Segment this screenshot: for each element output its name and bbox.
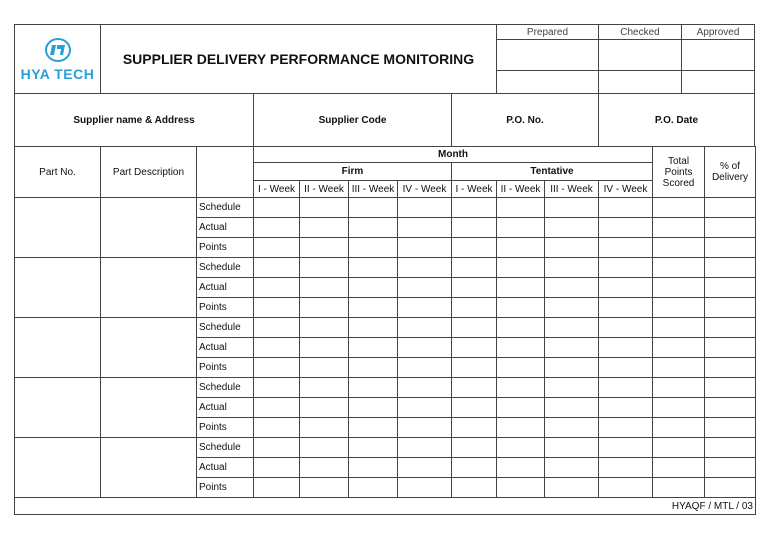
prepared-label: Prepared xyxy=(497,25,599,40)
week-cell[interactable] xyxy=(497,238,545,258)
row-type-label: Schedule xyxy=(197,378,254,398)
week-cell[interactable] xyxy=(254,318,300,338)
table-row xyxy=(15,318,756,338)
supplier-name-label: Supplier name & Address xyxy=(15,94,254,147)
week-cell[interactable] xyxy=(398,418,452,438)
week-cell[interactable] xyxy=(398,218,452,238)
total-points-cell[interactable] xyxy=(653,358,705,378)
week-cell[interactable] xyxy=(254,338,300,358)
row-type-label: Actual xyxy=(197,278,254,298)
week-cell[interactable] xyxy=(452,198,497,218)
week-cell[interactable] xyxy=(398,378,452,398)
row-type-label: Schedule xyxy=(197,318,254,338)
week-cell[interactable] xyxy=(545,378,599,398)
part-desc-cell[interactable] xyxy=(101,378,197,438)
total-points-cell[interactable] xyxy=(653,378,705,398)
approved-date xyxy=(682,71,755,94)
week-cell[interactable] xyxy=(300,318,349,338)
week-cell[interactable] xyxy=(545,458,599,478)
week-cell[interactable] xyxy=(599,318,653,338)
week-cell[interactable] xyxy=(254,378,300,398)
week-cell[interactable] xyxy=(452,218,497,238)
week-cell[interactable] xyxy=(545,418,599,438)
week-cell[interactable] xyxy=(300,218,349,238)
week-cell[interactable] xyxy=(398,398,452,418)
row-type-label: Schedule xyxy=(197,198,254,218)
week-cell[interactable] xyxy=(398,298,452,318)
percent-cell[interactable] xyxy=(705,458,756,478)
week-cell[interactable] xyxy=(599,298,653,318)
supplier-code-label: Supplier Code xyxy=(254,94,452,147)
percent-cell[interactable] xyxy=(705,238,756,258)
total-points-cell[interactable] xyxy=(653,438,705,458)
week-cell[interactable] xyxy=(545,338,599,358)
week-cell[interactable] xyxy=(254,238,300,258)
week-header: II - Week xyxy=(300,181,349,198)
total-points-cell[interactable] xyxy=(653,338,705,358)
week-cell[interactable] xyxy=(398,258,452,278)
row-type-label: Actual xyxy=(197,458,254,478)
part-no-cell[interactable] xyxy=(15,198,101,258)
week-cell[interactable] xyxy=(398,198,452,218)
week-cell[interactable] xyxy=(452,478,497,498)
part-no-cell[interactable] xyxy=(15,378,101,438)
week-cell[interactable] xyxy=(545,438,599,458)
part-desc-header: Part Description xyxy=(101,147,197,198)
week-cell[interactable] xyxy=(254,358,300,378)
week-cell[interactable] xyxy=(349,278,398,298)
week-cell[interactable] xyxy=(452,358,497,378)
part-desc-cell[interactable] xyxy=(101,198,197,258)
prepared-sign xyxy=(497,40,599,71)
week-cell[interactable] xyxy=(599,398,653,418)
week-cell[interactable] xyxy=(254,298,300,318)
week-cell[interactable] xyxy=(349,458,398,478)
company-logo xyxy=(15,25,101,94)
week-cell[interactable] xyxy=(497,338,545,358)
week-cell[interactable] xyxy=(300,198,349,218)
table-row xyxy=(15,378,756,398)
percent-cell[interactable] xyxy=(705,258,756,278)
week-cell[interactable] xyxy=(254,418,300,438)
total-points-header: Total Points Scored xyxy=(653,147,705,198)
week-cell[interactable] xyxy=(349,218,398,238)
week-cell[interactable] xyxy=(497,318,545,338)
week-cell[interactable] xyxy=(497,258,545,278)
week-cell[interactable] xyxy=(497,198,545,218)
table-row xyxy=(15,258,756,278)
row-type-label: Points xyxy=(197,298,254,318)
week-header: IV - Week xyxy=(398,181,452,198)
week-cell[interactable] xyxy=(349,378,398,398)
week-cell[interactable] xyxy=(497,418,545,438)
week-cell[interactable] xyxy=(452,278,497,298)
week-cell[interactable] xyxy=(497,438,545,458)
percent-cell[interactable] xyxy=(705,418,756,438)
week-cell[interactable] xyxy=(452,318,497,338)
week-cell[interactable] xyxy=(349,198,398,218)
week-cell[interactable] xyxy=(398,278,452,298)
week-cell[interactable] xyxy=(497,398,545,418)
week-header: III - Week xyxy=(545,181,599,198)
week-cell[interactable] xyxy=(300,238,349,258)
week-cell[interactable] xyxy=(349,398,398,418)
week-cell[interactable] xyxy=(497,358,545,378)
week-cell[interactable] xyxy=(545,398,599,418)
row-type-label: Actual xyxy=(197,398,254,418)
week-cell[interactable] xyxy=(398,338,452,358)
percent-cell[interactable] xyxy=(705,278,756,298)
week-cell[interactable] xyxy=(300,378,349,398)
week-cell[interactable] xyxy=(545,238,599,258)
row-type-label: Schedule xyxy=(197,438,254,458)
week-cell[interactable] xyxy=(349,478,398,498)
row-type-label: Points xyxy=(197,358,254,378)
supplier-info xyxy=(14,93,755,147)
week-cell[interactable] xyxy=(599,238,653,258)
form-frame xyxy=(14,24,754,515)
week-cell[interactable] xyxy=(452,238,497,258)
week-cell[interactable] xyxy=(349,318,398,338)
week-cell[interactable] xyxy=(452,418,497,438)
week-cell[interactable] xyxy=(254,278,300,298)
week-cell[interactable] xyxy=(545,318,599,338)
week-header: II - Week xyxy=(497,181,545,198)
week-cell[interactable] xyxy=(254,198,300,218)
percent-cell[interactable] xyxy=(705,378,756,398)
total-points-cell[interactable] xyxy=(653,218,705,238)
total-points-cell[interactable] xyxy=(653,198,705,218)
total-points-cell[interactable] xyxy=(653,418,705,438)
week-cell[interactable] xyxy=(300,418,349,438)
part-desc-cell[interactable] xyxy=(101,318,197,378)
week-cell[interactable] xyxy=(254,398,300,418)
week-cell[interactable] xyxy=(497,378,545,398)
percent-cell[interactable] xyxy=(705,218,756,238)
total-points-cell[interactable] xyxy=(653,478,705,498)
row-type-header xyxy=(197,147,254,198)
week-cell[interactable] xyxy=(254,478,300,498)
percent-cell[interactable] xyxy=(705,438,756,458)
week-cell[interactable] xyxy=(452,258,497,278)
week-cell[interactable] xyxy=(452,298,497,318)
total-points-cell[interactable] xyxy=(653,278,705,298)
percent-cell[interactable] xyxy=(705,298,756,318)
week-header: I - Week xyxy=(452,181,497,198)
week-cell[interactable] xyxy=(599,418,653,438)
week-cell[interactable] xyxy=(452,378,497,398)
week-cell[interactable] xyxy=(398,238,452,258)
week-cell[interactable] xyxy=(599,438,653,458)
week-cell[interactable] xyxy=(254,258,300,278)
week-cell[interactable] xyxy=(398,358,452,378)
week-cell[interactable] xyxy=(349,238,398,258)
week-cell[interactable] xyxy=(452,458,497,478)
total-points-cell[interactable] xyxy=(653,238,705,258)
company-name: HYA TECH xyxy=(20,65,95,82)
total-points-cell[interactable] xyxy=(653,298,705,318)
week-cell[interactable] xyxy=(599,258,653,278)
row-type-label: Actual xyxy=(197,338,254,358)
checked-date xyxy=(599,71,682,94)
week-header: III - Week xyxy=(349,181,398,198)
form-code: HYAQF / MTL / 03 xyxy=(15,498,756,515)
week-cell[interactable] xyxy=(254,458,300,478)
total-points-cell[interactable] xyxy=(653,398,705,418)
total-points-cell[interactable] xyxy=(653,258,705,278)
form-header xyxy=(14,24,755,94)
week-cell[interactable] xyxy=(349,438,398,458)
week-cell[interactable] xyxy=(300,358,349,378)
grid-body xyxy=(15,198,756,498)
percent-cell[interactable] xyxy=(705,338,756,358)
prepared-date xyxy=(497,71,599,94)
row-type-label: Actual xyxy=(197,218,254,238)
week-cell[interactable] xyxy=(300,298,349,318)
part-no-cell[interactable] xyxy=(15,258,101,318)
week-cell[interactable] xyxy=(545,258,599,278)
part-desc-cell[interactable] xyxy=(101,258,197,318)
percent-cell[interactable] xyxy=(705,318,756,338)
week-cell[interactable] xyxy=(398,438,452,458)
week-cell[interactable] xyxy=(349,338,398,358)
week-cell[interactable] xyxy=(599,358,653,378)
delivery-grid xyxy=(14,146,756,515)
week-header: I - Week xyxy=(254,181,300,198)
week-cell[interactable] xyxy=(497,278,545,298)
week-cell[interactable] xyxy=(599,278,653,298)
week-cell[interactable] xyxy=(398,478,452,498)
row-type-label: Points xyxy=(197,478,254,498)
part-no-header: Part No. xyxy=(15,147,101,198)
week-cell[interactable] xyxy=(300,458,349,478)
week-cell[interactable] xyxy=(300,438,349,458)
week-cell[interactable] xyxy=(254,438,300,458)
week-cell[interactable] xyxy=(452,398,497,418)
week-cell[interactable] xyxy=(452,338,497,358)
week-cell[interactable] xyxy=(349,298,398,318)
week-cell[interactable] xyxy=(497,298,545,318)
part-no-cell[interactable] xyxy=(15,438,101,498)
week-cell[interactable] xyxy=(349,358,398,378)
week-cell[interactable] xyxy=(497,218,545,238)
total-points-cell[interactable] xyxy=(653,458,705,478)
table-row xyxy=(15,438,756,458)
week-cell[interactable] xyxy=(545,478,599,498)
week-cell[interactable] xyxy=(599,378,653,398)
checked-sign xyxy=(599,40,682,71)
week-cell[interactable] xyxy=(300,278,349,298)
week-cell[interactable] xyxy=(300,258,349,278)
week-cell[interactable] xyxy=(300,478,349,498)
week-cell[interactable] xyxy=(545,298,599,318)
week-cell[interactable] xyxy=(497,458,545,478)
week-cell[interactable] xyxy=(599,458,653,478)
week-cell[interactable] xyxy=(398,458,452,478)
hya-tech-logo-icon xyxy=(43,37,73,63)
week-cell[interactable] xyxy=(398,318,452,338)
week-cell[interactable] xyxy=(599,338,653,358)
week-header: IV - Week xyxy=(599,181,653,198)
part-desc-cell[interactable] xyxy=(101,438,197,498)
po-no-label: P.O. No. xyxy=(452,94,599,147)
percent-cell[interactable] xyxy=(705,358,756,378)
week-cell[interactable] xyxy=(452,438,497,458)
week-cell[interactable] xyxy=(545,358,599,378)
week-cell[interactable] xyxy=(545,218,599,238)
checked-label: Checked xyxy=(599,25,682,40)
week-cell[interactable] xyxy=(545,278,599,298)
percent-cell[interactable] xyxy=(705,398,756,418)
row-type-label: Points xyxy=(197,418,254,438)
month-header: Month xyxy=(254,147,653,163)
week-cell[interactable] xyxy=(599,218,653,238)
week-cell[interactable] xyxy=(349,258,398,278)
firm-header: Firm xyxy=(254,163,452,181)
approved-label: Approved xyxy=(682,25,755,40)
week-cell[interactable] xyxy=(599,198,653,218)
po-date-label: P.O. Date xyxy=(599,94,755,147)
row-type-label: Schedule xyxy=(197,258,254,278)
percent-delivery-header: % of Delivery xyxy=(705,147,756,198)
week-cell[interactable] xyxy=(300,398,349,418)
week-cell[interactable] xyxy=(599,478,653,498)
week-cell[interactable] xyxy=(300,338,349,358)
part-no-cell[interactable] xyxy=(15,318,101,378)
week-cell[interactable] xyxy=(349,418,398,438)
table-row xyxy=(15,198,756,218)
week-cell[interactable] xyxy=(545,198,599,218)
week-cell[interactable] xyxy=(497,478,545,498)
tentative-header: Tentative xyxy=(452,163,653,181)
week-cell[interactable] xyxy=(254,218,300,238)
percent-cell[interactable] xyxy=(705,198,756,218)
form-title: SUPPLIER DELIVERY PERFORMANCE MONITORING xyxy=(101,25,497,94)
percent-cell[interactable] xyxy=(705,478,756,498)
row-type-label: Points xyxy=(197,238,254,258)
total-points-cell[interactable] xyxy=(653,318,705,338)
approved-sign xyxy=(682,40,755,71)
